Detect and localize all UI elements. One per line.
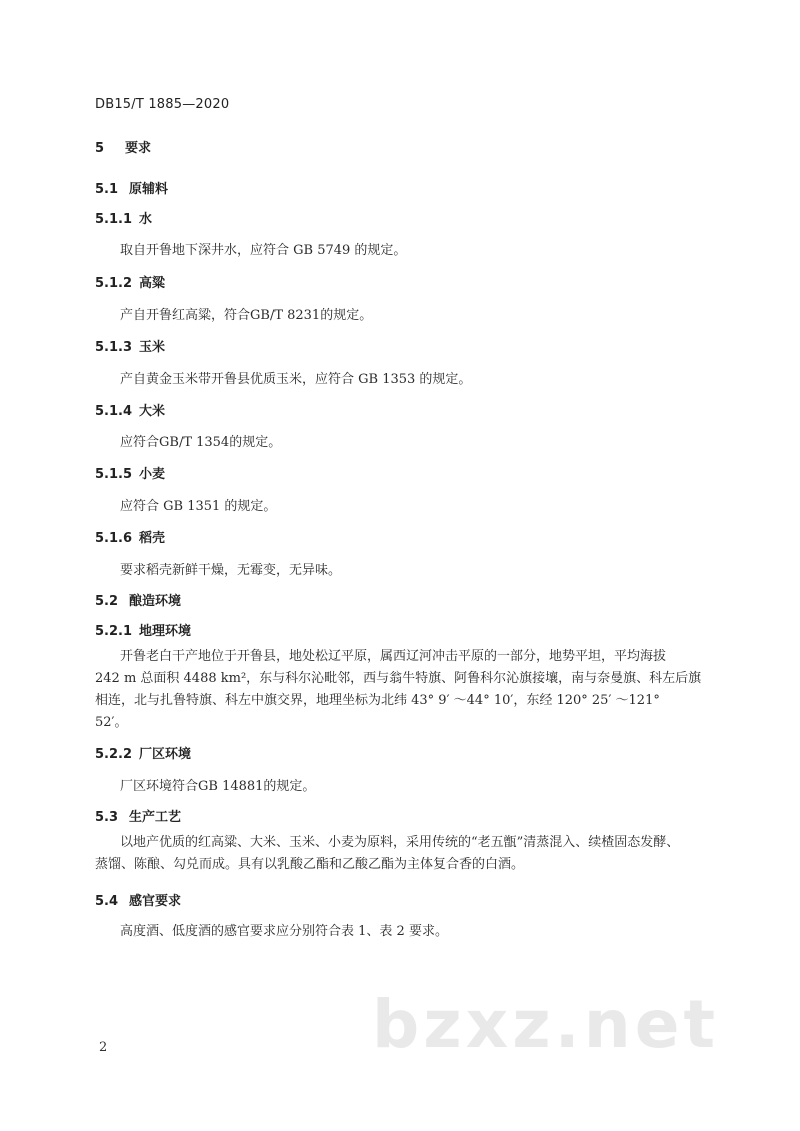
paragraph-line: 蒸馏、陈酿、勾兑而成。具有以乳酸乙酯和乙酸乙酯为主体复合香的白酒。: [95, 857, 525, 872]
section-title: 要求: [125, 141, 152, 156]
section-heading-5-1-3: [95, 336, 165, 355]
section-title: 厂区环境: [139, 747, 192, 762]
paragraph-5-4: 高度酒、低度酒的感官要求应分别符合表 1、表 2 要求。: [120, 924, 448, 939]
section-title: 小麦: [139, 467, 166, 482]
section-number: 5.2: [95, 594, 119, 609]
section-title: 感官要求: [129, 894, 182, 909]
section-heading-5: [95, 137, 151, 156]
section-heading-5-2-2: [95, 743, 191, 762]
section-heading-5-2: [95, 590, 181, 609]
paragraph-5-1-1: 取自开鲁地下深井水，应符合 GB 5749 的规定。: [120, 243, 407, 258]
section-number: 5.2.2: [95, 747, 133, 762]
paragraph-5-1-3: 产自黄金玉米带开鲁县优质玉米，应符合 GB 1353 的规定。: [120, 372, 472, 387]
section-title: 高粱: [139, 276, 166, 291]
section-number: 5.1.4: [95, 404, 133, 419]
section-title: 生产工艺: [129, 810, 182, 825]
paragraph-line: 52′。: [95, 715, 128, 730]
section-number: 5: [95, 141, 105, 156]
section-heading-5-1-2: [95, 272, 165, 291]
section-number: 5.3: [95, 810, 119, 825]
paragraph-5-1-2: 产自开鲁红高粱，符合GB/T 8231的规定。: [120, 308, 373, 323]
section-number: 5.1.1: [95, 212, 133, 227]
section-heading-5-3: [95, 806, 181, 825]
section-title: 玉米: [139, 340, 166, 355]
section-heading-5-1-1: [95, 208, 152, 227]
section-heading-5-1-4: [95, 400, 165, 419]
paragraph-5-3: [95, 832, 735, 876]
section-number: 5.1.5: [95, 467, 133, 482]
document-code: DB15/T 1885—2020: [95, 97, 230, 112]
paragraph-5-2-1: [95, 646, 735, 734]
page-number: 2: [99, 1040, 108, 1055]
section-title: 酿造环境: [129, 594, 182, 609]
watermark-text: bzxz.net: [372, 986, 720, 1063]
paragraph-line: 242 m 总面积 4488 km²，东与科尔沁毗邻，西与翁牛特旗、阿鲁科尔沁旗接壤，南与奈曼旗、科左后旗: [95, 671, 702, 686]
paragraph-line: 相连，北与扎鲁特旗、科左中旗交界，地理坐标为北纬 43° 9′ ～44° 10′，东经 120° 25′ ～121°: [95, 693, 660, 708]
paragraph-5-1-5: 应符合 GB 1351 的规定。: [120, 499, 277, 514]
section-title: 地理环境: [139, 624, 192, 639]
section-title: 原辅料: [129, 182, 169, 197]
section-heading-5-1-6: [95, 527, 165, 546]
section-title: 大米: [139, 404, 166, 419]
paragraph-line: 开鲁老白干产地位于开鲁县，地处松辽平原，属西辽河冲击平原的一部分，地势平坦，平均海拔: [120, 649, 667, 664]
section-number: 5.4: [95, 894, 119, 909]
section-number: 5.1.2: [95, 276, 133, 291]
section-heading-5-1-5: [95, 463, 165, 482]
paragraph-line: 以地产优质的红高粱、大米、玉米、小麦为原料，采用传统的“老五甑”清蒸混入、续楂固态发酵、: [120, 835, 680, 850]
section-number: 5.1.3: [95, 340, 133, 355]
section-title: 水: [139, 212, 153, 227]
paragraph-5-2-2: 厂区环境符合GB 14881的规定。: [120, 779, 316, 794]
section-number: 5.1.6: [95, 531, 133, 546]
section-heading-5-2-1: [95, 620, 191, 639]
section-heading-5-1: [95, 178, 168, 197]
section-number: 5.1: [95, 182, 119, 197]
section-title: 稻壳: [139, 531, 166, 546]
section-heading-5-4: [95, 890, 181, 909]
paragraph-5-1-6: 要求稻壳新鲜干燥，无霉变，无异味。: [120, 563, 342, 578]
section-number: 5.2.1: [95, 624, 133, 639]
paragraph-5-1-4: 应符合GB/T 1354的规定。: [120, 435, 282, 450]
